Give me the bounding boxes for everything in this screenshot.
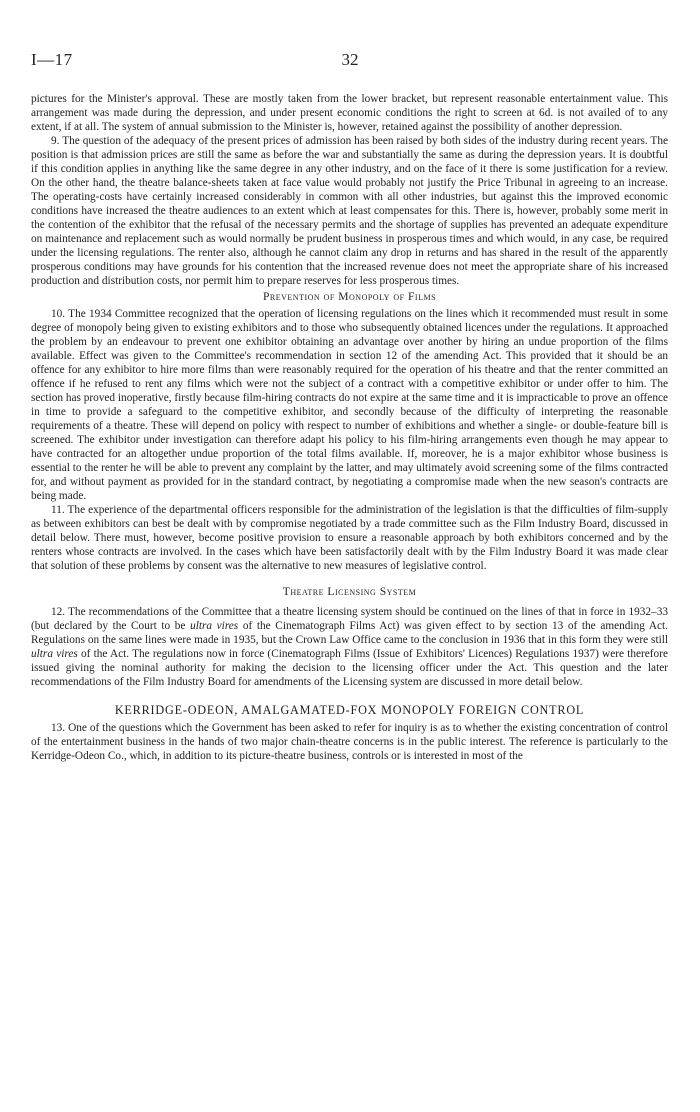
section-heading-licensing: Theatre Licensing System [282, 585, 417, 598]
paragraph-11: 11. The experience of the departmental officers responsible for the administration of the legislation is that the difficulties of film-supply as between exhibitors can best be dealt with by compromise negotiated by a trade committee such as the Film Industry Board, discussed in detail below. There must, however, become positive provision to ensure a reasonable approach by both exhibitors concerned and by the renters whose contracts are involved. In the cases which have been satisfactorily dealt with by the Film Industry Board it was made clear that solution of these problems by consent was the alternative to new measures of legislative control. [31, 504, 668, 572]
paragraph-12-part-c: of the Act. The regulations now in force (Cinematograph Films (Issue of Exhibitors' Licences) Regulations 1937) were therefore issued giving the nominal authority for making the decision to the licensing officer under the Act. This question and the later recommendations of the Film Industry Board for amendments of the Licensing system are discussed in more detail below. [31, 648, 668, 688]
latin-term-ultra-vires: ultra vires [31, 648, 78, 660]
paragraph-10: 10. The 1934 Committee recognized that the operation of licensing regulations on the lines which it recommended must result in some degree of monopoly being given to existing exhibitors and to those who subsequently obtained licences under the regulations. It approached the problem by an endeavour to prevent one exhibitor obtaining an advantage over another by hiring an undue proportion of the films available. Effect was given to the Committee's recommendation in section 12 of the amending Act. This provided that it should be an offence for any exhibitor to hire more films than were reasonably required for the operation of his theatre and that the renter committed an offence if he refused to rent any films which were not the subject of a contract with a competitive exhibitor or under offer to him. The section has proved inoperative, firstly because film-hiring contracts do not expire at the same time and it is impracticable to prove an offence in time to provide a safeguard to the competitive exhibitor, and secondly because of the difficulty of interpreting the reasonable requirements of a theatre. These will depend on policy with respect to number of exhibitions and whether a single- or double-feature bill is screened. The exhibitor under investigation can therefore adapt his policy to his film-hiring arrangements even though he may appear to have contracted for an altogether undue proportion of the total films available. If, moreover, he is a major exhibitor whose business is essential to the renter he will be able to prevent any complaint by the latter, and may ultimately avoid screening some of the films contracted for, and without payment as provided for in the standard contract, by negotiating a compromise made when the new season's contracts are being made. [31, 308, 668, 502]
paragraph-13: 13. One of the questions which the Government has been asked to refer for inquiry is as to whether the existing concentration of control of the entertainment business in the hands of two major chain-theatre concerns is in the public interest. The reference is particularly to the Kerridge-Odeon Co., which, in addition to its picture-theatre business, controls or is interested in most of the [31, 722, 668, 762]
paragraph-12 [31, 605, 668, 689]
section-heading-monopoly: Prevention of Monopoly of Films [262, 290, 437, 303]
paragraph-12-part-a: 12. The recommendations of the Committee that a theatre licensing system should be continued on the lines of that in force in 1932–33 (but declared by the Court to be [31, 606, 668, 632]
section-heading-kerridge: KERRIDGE-ODEON, AMALGAMATED-FOX MONOPOLY FOREIGN CONTROL [114, 703, 585, 717]
page-header [31, 50, 669, 72]
paragraph-9: 9. The question of the adequacy of the present prices of admission has been raised by both sides of the industry during recent years. The position is that admission prices are still the same as before the war and substantially the same as during the depression years. It is doubtful if this condition applies in anything like the same degree in any other industry, and on the face of it there is some justification for a review. On the other hand, the theatre balance-sheets taken at face value would probably not justify the Price Tribunal in agreeing to an increase. The operating-costs have certainly increased considerably in common with all other industries, but against this the improved economic conditions have increased the theatre audiences to an extent which at least compensates for this. There is, however, probably some merit in the contention of the exhibitor that the refusal of the necessary permits and the shortage of supplies has prevented an adequate expenditure on maintenance and replacement such as would normally be prudent business in prosperous times and which would, in any case, be required under the licensing regulations. The renter also, although he cannot claim any drop in returns and has shared in the result of the apparently prosperous conditions may have grounds for his contention that the increased revenue does not meet the appropriate share of his increased production and distribution costs, nor permit him to prepare reserves for less prosperous times. [31, 135, 668, 287]
paragraph-12-part-b: of the Cinematograph Films Act) was given effect to by section 13 of the amending Act. Regulations on the same lines were made in 1935, but the Crown Law Office came to the conclusion in 1936 that in this form they were still [31, 620, 668, 646]
page-number: 32 [341, 50, 359, 69]
document-body [31, 92, 668, 763]
latin-term-ultra-vires: ultra vires [190, 620, 239, 632]
document-reference: I—17 [31, 50, 73, 69]
paragraph-intro: pictures for the Minister's approval. These are mostly taken from the lower bracket, but represent reasonable entertainment value. This arrangement was made during the depression, and under present economic conditions the right to screen at 6d. is not availed of to any extent, if at all. The system of annual submission to the Minister is, however, retained against the possibility of another depression. [31, 93, 668, 133]
